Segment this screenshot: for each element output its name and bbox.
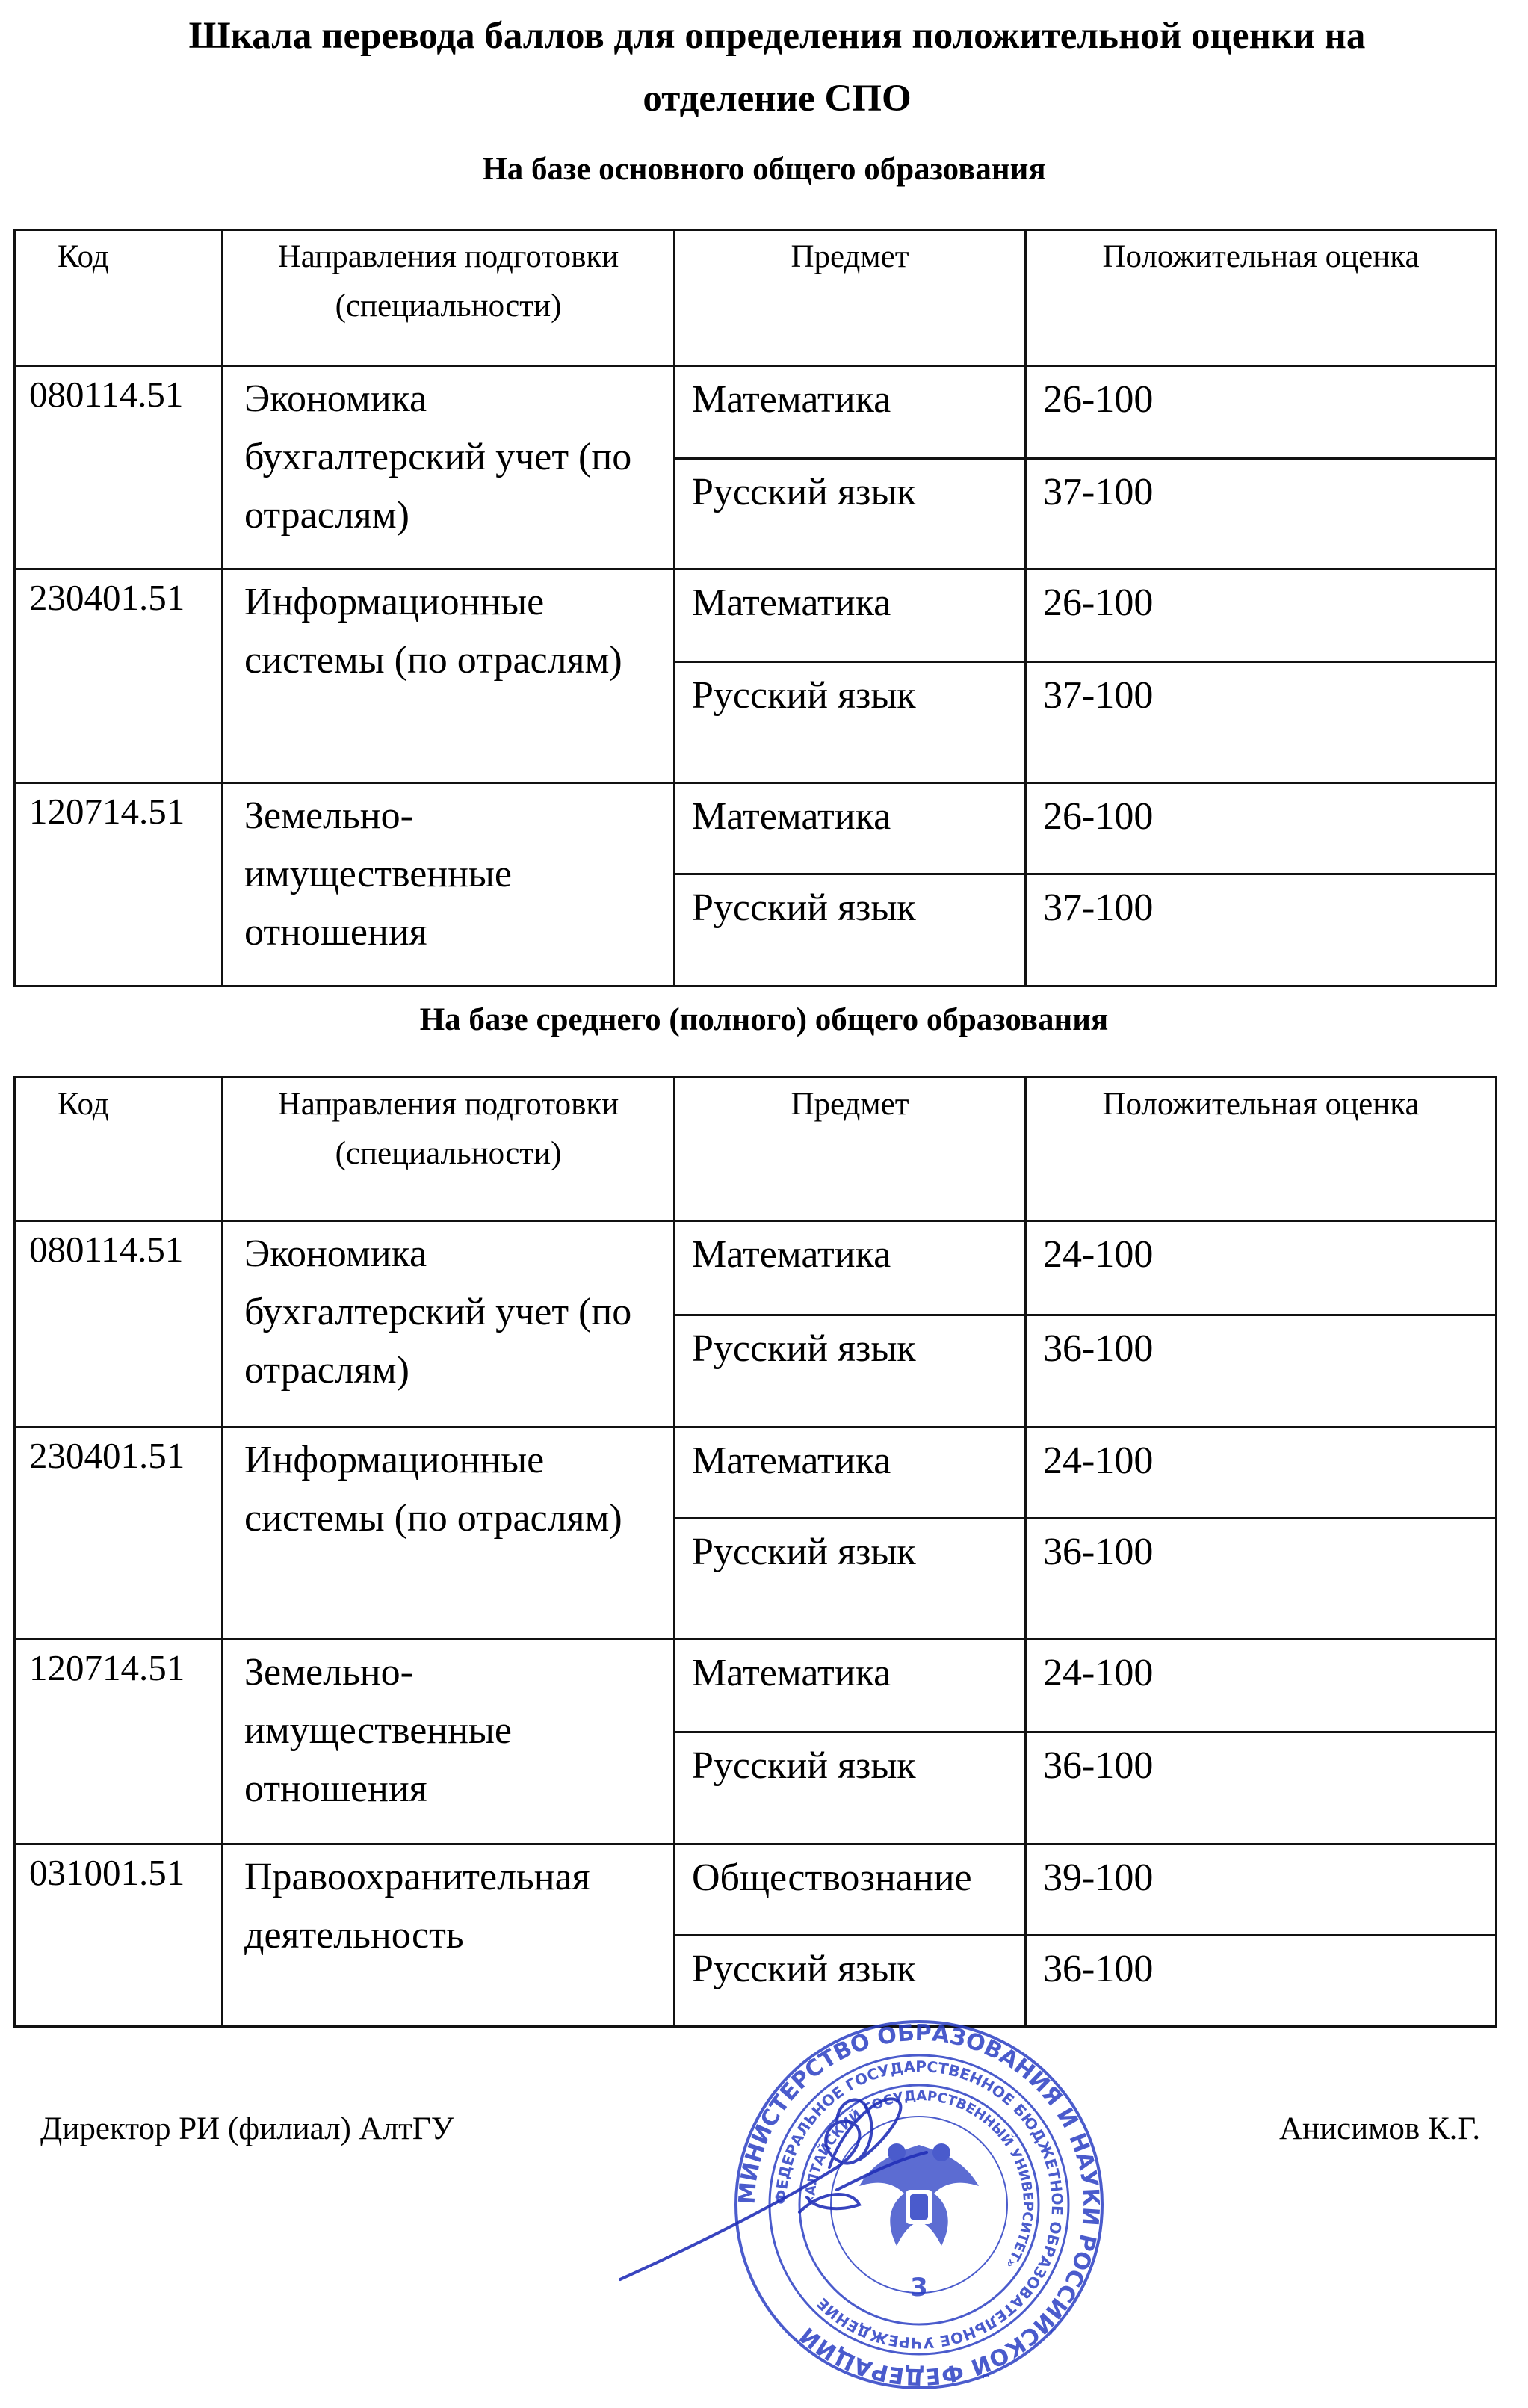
score-cell: 39-100 bbox=[1026, 1844, 1497, 1936]
column-header-code: Код bbox=[15, 230, 223, 366]
specialty-cell: Экономика бухгалтерский учет (по отраслям) bbox=[223, 366, 675, 569]
column-header-code: Код bbox=[15, 1078, 223, 1221]
score-cell: 26-100 bbox=[1026, 569, 1497, 662]
subject-cell: Русский язык bbox=[675, 1315, 1026, 1427]
score-cell: 36-100 bbox=[1026, 1519, 1497, 1640]
score-cell: 26-100 bbox=[1026, 366, 1497, 459]
table-row bbox=[15, 1640, 1497, 1732]
score-cell: 24-100 bbox=[1026, 1427, 1497, 1519]
title-line-2: отделение СПО bbox=[643, 78, 912, 120]
column-header-subject: Предмет bbox=[675, 230, 1026, 366]
director-name: Анисимов К.Г. bbox=[1279, 2111, 1481, 2146]
subject-cell: Математика bbox=[675, 366, 1026, 459]
code-cell: 080114.51 bbox=[15, 366, 223, 569]
director-position: Директор РИ (филиал) АлтГУ bbox=[40, 2111, 454, 2146]
column-header-score: Положительная оценка bbox=[1026, 1078, 1497, 1221]
specialty-cell: Информационные системы (по отраслям) bbox=[223, 1427, 675, 1640]
subject-cell: Обществознание bbox=[675, 1844, 1026, 1936]
column-header-specialty: Направления подготовки (специальности) bbox=[223, 1078, 675, 1221]
code-cell: 031001.51 bbox=[15, 1844, 223, 2027]
score-cell: 37-100 bbox=[1026, 874, 1497, 987]
score-cell: 37-100 bbox=[1026, 662, 1497, 783]
section1-table bbox=[13, 229, 1497, 987]
section2-heading: На базе среднего (полного) общего образования bbox=[419, 1002, 1109, 1037]
section1-heading: На базе основного общего образования bbox=[482, 152, 1046, 187]
table-row bbox=[15, 569, 1497, 662]
code-cell: 230401.51 bbox=[15, 569, 223, 783]
column-header-score: Положительная оценка bbox=[1026, 230, 1497, 366]
table-row bbox=[15, 1221, 1497, 1315]
code-cell: 080114.51 bbox=[15, 1221, 223, 1427]
score-cell: 36-100 bbox=[1026, 1732, 1497, 1844]
score-cell: 36-100 bbox=[1026, 1315, 1497, 1427]
score-cell: 24-100 bbox=[1026, 1221, 1497, 1315]
specialty-cell: Экономика бухгалтерский учет (по отраслям) bbox=[223, 1221, 675, 1427]
score-cell: 36-100 bbox=[1026, 1936, 1497, 2027]
title-line-1: Шкала перевода баллов для определения положительной оценки на bbox=[188, 15, 1366, 57]
document-title bbox=[30, 4, 1524, 130]
table-row bbox=[15, 1844, 1497, 1936]
stamp-middle-text: ФЕДЕРАЛЬНОЕ ГОСУДАРСТВЕННОЕ БЮДЖЕТНОЕ ОБРАЗОВАТЕЛЬНОЕ УЧРЕЖДЕНИЕ bbox=[771, 2057, 1067, 2353]
subject-cell: Русский язык bbox=[675, 662, 1026, 783]
specialty-cell: Правоохранительная деятельность bbox=[223, 1844, 675, 2027]
subject-cell: Математика bbox=[675, 1221, 1026, 1315]
code-cell: 230401.51 bbox=[15, 1427, 223, 1640]
subject-cell: Русский язык bbox=[675, 1732, 1026, 1844]
code-cell: 120714.51 bbox=[15, 1640, 223, 1844]
code-cell: 120714.51 bbox=[15, 783, 223, 987]
subject-cell: Русский язык bbox=[675, 459, 1026, 569]
specialty-cell: Информационные системы (по отраслям) bbox=[223, 569, 675, 783]
subject-cell: Русский язык bbox=[675, 1519, 1026, 1640]
subject-cell: Математика bbox=[675, 1427, 1026, 1519]
stamp-center-number: 3 bbox=[910, 2273, 928, 2303]
subject-cell: Русский язык bbox=[675, 874, 1026, 987]
section2-table bbox=[13, 1076, 1497, 2028]
score-cell: 26-100 bbox=[1026, 783, 1497, 874]
column-header-specialty: Направления подготовки (специальности) bbox=[223, 230, 675, 366]
specialty-cell: Земельно-имущественные отношения bbox=[223, 783, 675, 987]
subject-cell: Математика bbox=[675, 783, 1026, 874]
score-cell: 24-100 bbox=[1026, 1640, 1497, 1732]
stamp-outer-text: МИНИСТЕРСТВО ОБРАЗОВАНИЯ И НАУКИ РОССИЙСКОЙ ФЕДЕРАЦИИ bbox=[734, 2019, 1104, 2390]
stamp-inner-text: «АЛТАЙСКИЙ ГОСУДАРСТВЕННЫЙ УНИВЕРСИТЕТ» bbox=[802, 2087, 1036, 2271]
table-row bbox=[15, 783, 1497, 874]
table-header-row bbox=[15, 1078, 1497, 1221]
table-header-row bbox=[15, 230, 1497, 366]
table-row bbox=[15, 366, 1497, 459]
table-row bbox=[15, 1427, 1497, 1519]
subject-cell: Русский язык bbox=[675, 1936, 1026, 2027]
signature-icon bbox=[613, 2078, 1031, 2302]
subject-cell: Математика bbox=[675, 569, 1026, 662]
specialty-cell: Земельно-имущественные отношения bbox=[223, 1640, 675, 1844]
score-cell: 37-100 bbox=[1026, 459, 1497, 569]
column-header-subject: Предмет bbox=[675, 1078, 1026, 1221]
subject-cell: Математика bbox=[675, 1640, 1026, 1732]
